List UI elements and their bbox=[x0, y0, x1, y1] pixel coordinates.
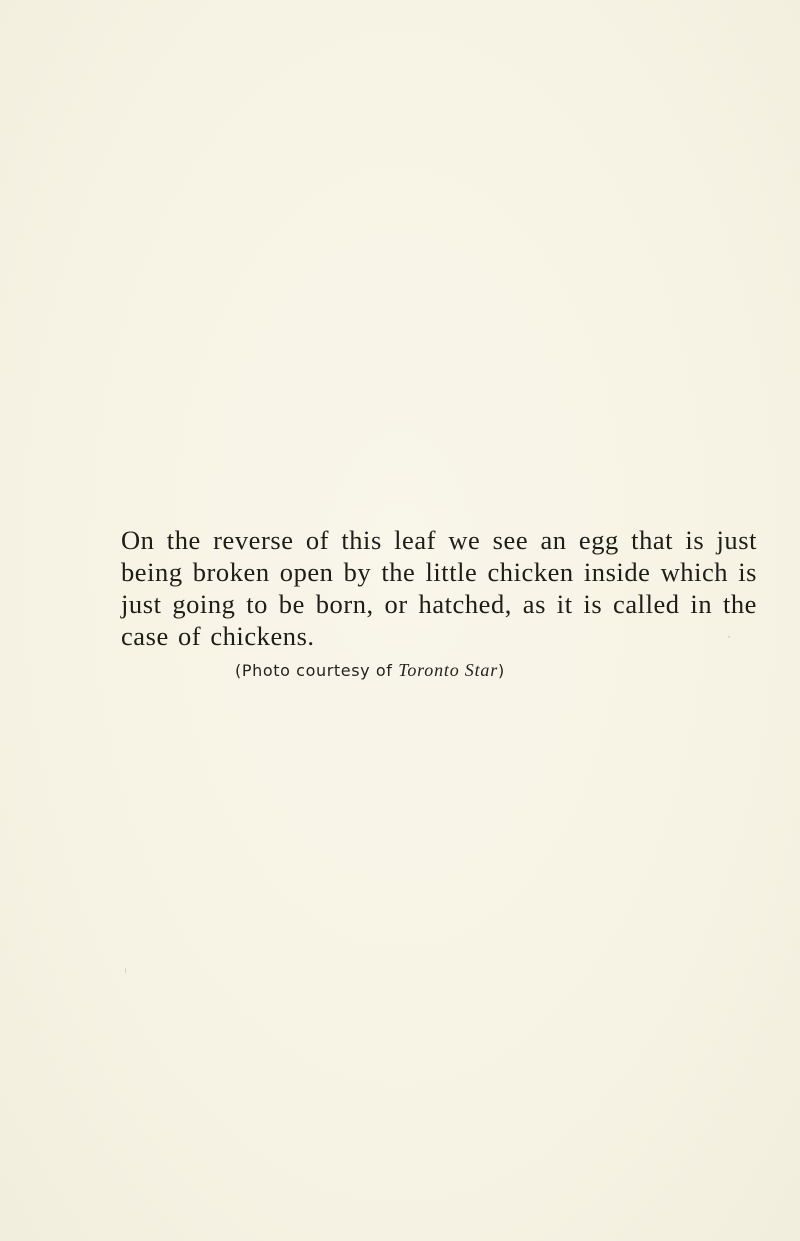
caption-line-4: case of chickens. bbox=[121, 621, 315, 651]
credit-prefix: (Photo courtesy of bbox=[235, 661, 393, 680]
credit-suffix: ) bbox=[498, 661, 505, 680]
photo-caption bbox=[121, 524, 757, 652]
credit-source: Toronto Star bbox=[398, 660, 499, 680]
photo-credit bbox=[235, 659, 505, 682]
caption-line-3: just going to be born, or hatched, as it is called in the bbox=[121, 589, 757, 619]
paper-speck bbox=[125, 968, 126, 973]
caption-line-2: being broken open by the little chicken inside which is bbox=[121, 557, 757, 587]
caption-line-1: On the reverse of this leaf we see an egg that is just bbox=[121, 525, 757, 555]
